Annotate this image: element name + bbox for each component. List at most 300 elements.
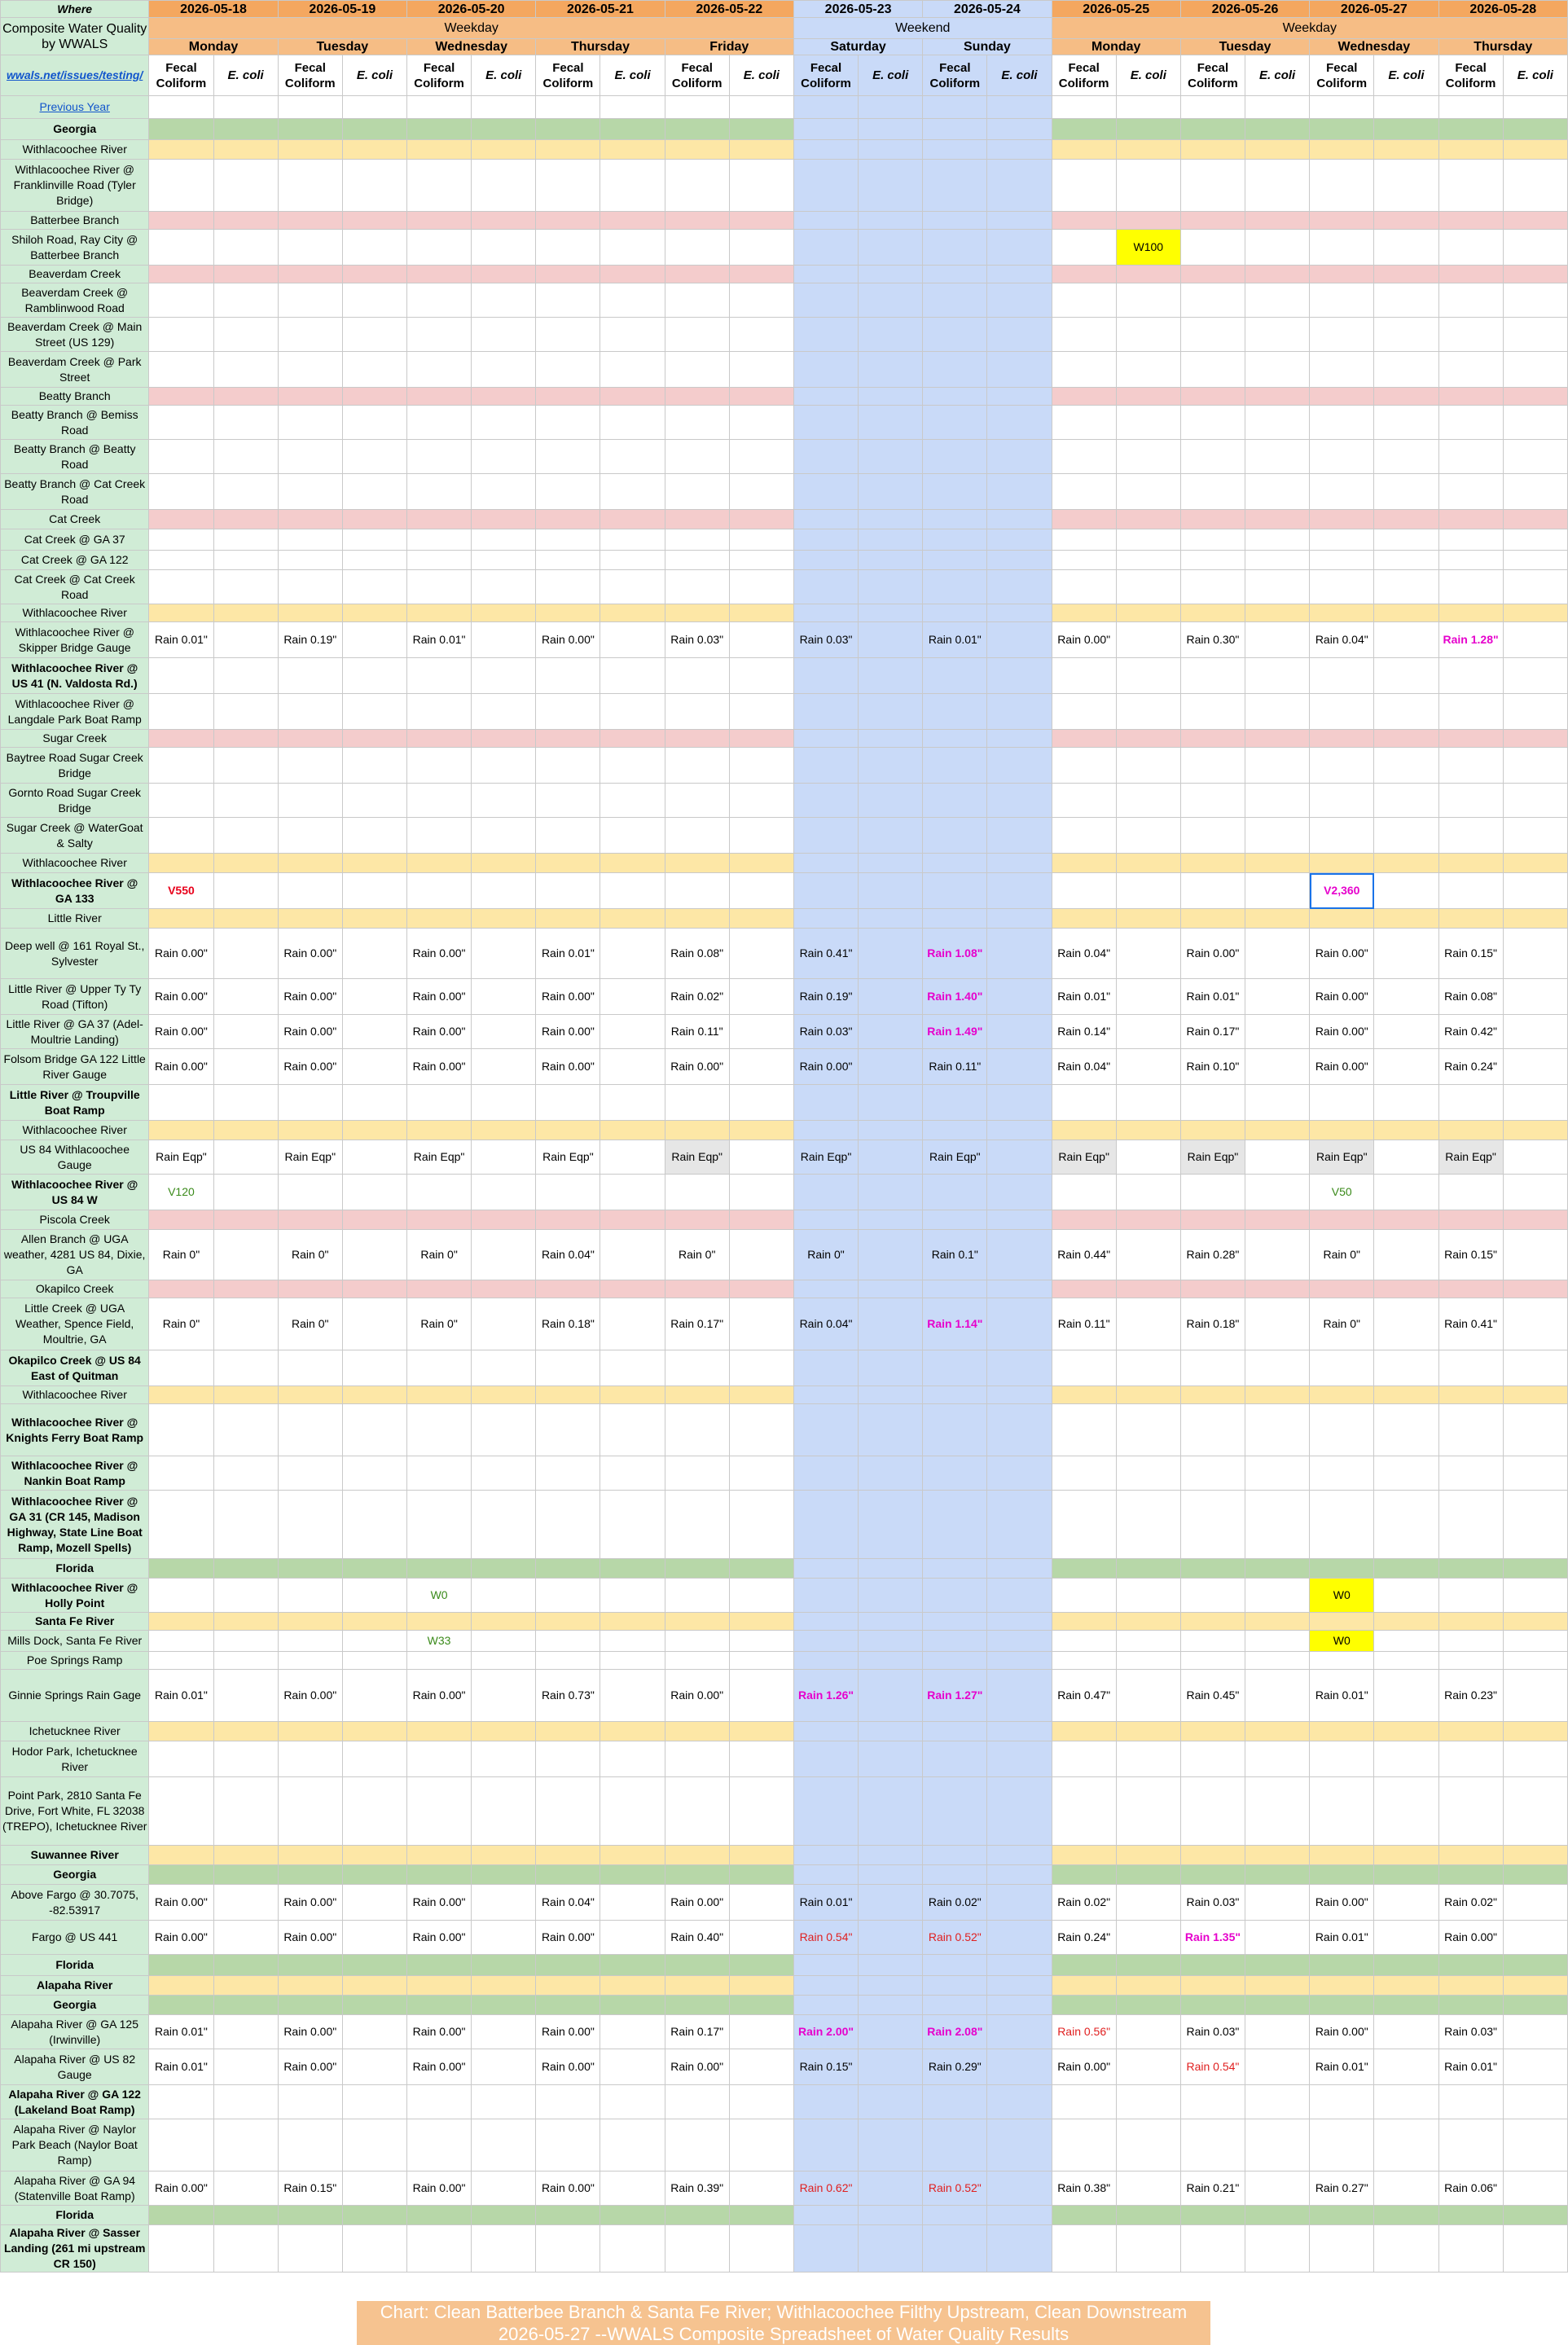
empty-cell[interactable] [987,1777,1052,1846]
empty-cell[interactable] [923,1652,987,1670]
empty-cell[interactable] [1116,1652,1180,1670]
empty-cell[interactable] [729,2206,793,2225]
empty-cell[interactable] [859,283,923,318]
empty-cell[interactable] [536,748,600,784]
result-cell[interactable]: W100 [1116,230,1180,266]
empty-cell[interactable] [665,388,729,406]
section-label[interactable]: Florida [1,1559,149,1579]
empty-cell[interactable] [859,212,923,230]
empty-cell[interactable] [987,1140,1052,1175]
empty-cell[interactable] [665,230,729,266]
empty-cell[interactable] [1503,1996,1567,2015]
empty-cell[interactable] [859,2119,923,2172]
empty-cell[interactable] [278,140,342,160]
empty-cell[interactable] [1374,1386,1438,1404]
rain-cell[interactable]: Rain 0.03" [665,622,729,658]
rain-cell[interactable]: Rain 0.11" [923,1049,987,1085]
result-cell[interactable]: W0 [1310,1631,1374,1652]
rain-cell[interactable]: Rain 0.00" [536,1049,600,1085]
empty-cell[interactable] [1374,658,1438,694]
empty-cell[interactable] [1180,1210,1245,1230]
empty-cell[interactable] [729,212,793,230]
empty-cell[interactable] [407,1491,472,1559]
empty-cell[interactable] [987,622,1052,658]
empty-cell[interactable] [859,694,923,730]
empty-cell[interactable] [793,1741,858,1777]
empty-cell[interactable] [278,318,342,352]
empty-cell[interactable] [472,119,536,140]
empty-cell[interactable] [600,119,665,140]
empty-cell[interactable] [342,658,406,694]
empty-cell[interactable] [1310,1741,1374,1777]
empty-cell[interactable] [1310,2119,1374,2172]
empty-cell[interactable] [1374,1670,1438,1722]
empty-cell[interactable] [407,1085,472,1121]
empty-cell[interactable] [1180,474,1245,510]
empty-cell[interactable] [923,1210,987,1230]
empty-cell[interactable] [665,266,729,283]
empty-cell[interactable] [1180,570,1245,604]
empty-cell[interactable] [1052,1652,1116,1670]
section-label[interactable]: Batterbee Branch [1,212,149,230]
empty-cell[interactable] [729,96,793,119]
empty-cell[interactable] [923,818,987,854]
rain-cell[interactable]: Rain 0.00" [536,979,600,1015]
empty-cell[interactable] [600,1049,665,1085]
empty-cell[interactable] [278,1741,342,1777]
result-cell[interactable]: W33 [407,1631,472,1652]
empty-cell[interactable] [407,909,472,929]
empty-cell[interactable] [859,1015,923,1049]
empty-cell[interactable] [407,230,472,266]
empty-cell[interactable] [1052,1865,1116,1885]
empty-cell[interactable] [278,730,342,748]
site-label[interactable]: Withlacoochee River @ Holly Point [1,1579,149,1613]
empty-cell[interactable] [987,1846,1052,1865]
empty-cell[interactable] [472,1885,536,1921]
site-label[interactable]: Beaverdam Creek @ Main Street (US 129) [1,318,149,352]
empty-cell[interactable] [1503,1280,1567,1298]
rain-cell[interactable]: Rain 0.01" [149,622,213,658]
empty-cell[interactable] [407,1210,472,1230]
rain-cell[interactable]: Rain 0.17" [665,2015,729,2049]
empty-cell[interactable] [1310,2225,1374,2273]
empty-cell[interactable] [342,784,406,818]
empty-cell[interactable] [1116,1175,1180,1210]
empty-cell[interactable] [859,979,923,1015]
empty-cell[interactable] [1503,622,1567,658]
empty-cell[interactable] [793,2206,858,2225]
rain-cell[interactable]: Rain 0.00" [1180,929,1245,979]
empty-cell[interactable] [923,283,987,318]
empty-cell[interactable] [1052,1386,1116,1404]
empty-cell[interactable] [1052,2206,1116,2225]
empty-cell[interactable] [472,388,536,406]
empty-cell[interactable] [1374,1579,1438,1613]
empty-cell[interactable] [149,1846,213,1865]
empty-cell[interactable] [1310,658,1374,694]
section-label[interactable]: Georgia [1,1865,149,1885]
empty-cell[interactable] [1438,1404,1503,1456]
empty-cell[interactable] [793,266,858,283]
empty-cell[interactable] [472,1140,536,1175]
empty-cell[interactable] [1374,909,1438,929]
empty-cell[interactable] [729,283,793,318]
empty-cell[interactable] [536,1559,600,1579]
empty-cell[interactable] [923,352,987,388]
empty-cell[interactable] [987,2085,1052,2119]
empty-cell[interactable] [1245,979,1310,1015]
empty-cell[interactable] [1052,1777,1116,1846]
rain-cell[interactable]: Rain 0.00" [536,2172,600,2206]
empty-cell[interactable] [1503,748,1567,784]
empty-cell[interactable] [472,694,536,730]
site-label[interactable]: Withlacoochee River @ Nankin Boat Ramp [1,1456,149,1491]
empty-cell[interactable] [342,1976,406,1996]
rain-cell[interactable]: Rain 0.15" [1438,929,1503,979]
empty-cell[interactable] [600,1741,665,1777]
empty-cell[interactable] [600,658,665,694]
empty-cell[interactable] [536,1404,600,1456]
empty-cell[interactable] [149,658,213,694]
rain-cell[interactable]: Rain 0.62" [793,2172,858,2206]
empty-cell[interactable] [665,1121,729,1140]
empty-cell[interactable] [1116,694,1180,730]
empty-cell[interactable] [1310,283,1374,318]
rain-cell[interactable]: Rain 0.00" [278,979,342,1015]
empty-cell[interactable] [1116,96,1180,119]
empty-cell[interactable] [536,2206,600,2225]
empty-cell[interactable] [1374,230,1438,266]
empty-cell[interactable] [1180,873,1245,909]
site-label[interactable]: Alapaha River @ Sasser Landing (261 mi upstream CR 150) [1,2225,149,2273]
empty-cell[interactable] [407,212,472,230]
empty-cell[interactable] [1438,96,1503,119]
empty-cell[interactable] [1310,160,1374,212]
site-label[interactable]: Beatty Branch @ Beatty Road [1,440,149,474]
empty-cell[interactable] [1180,140,1245,160]
empty-cell[interactable] [923,2206,987,2225]
empty-cell[interactable] [665,604,729,622]
empty-cell[interactable] [342,1121,406,1140]
empty-cell[interactable] [1052,551,1116,570]
empty-cell[interactable] [600,1777,665,1846]
empty-cell[interactable] [1180,1652,1245,1670]
empty-cell[interactable] [342,1846,406,1865]
empty-cell[interactable] [729,551,793,570]
empty-cell[interactable] [600,1404,665,1456]
rain-cell[interactable]: Rain 0.73" [536,1670,600,1722]
empty-cell[interactable] [600,2119,665,2172]
empty-cell[interactable] [729,1955,793,1976]
empty-cell[interactable] [793,1280,858,1298]
empty-cell[interactable] [1245,1280,1310,1298]
rain-cell[interactable]: Rain 0" [278,1298,342,1350]
rain-cell[interactable]: Rain 1.40" [923,979,987,1015]
empty-cell[interactable] [987,1085,1052,1121]
empty-cell[interactable] [600,529,665,551]
empty-cell[interactable] [1310,1085,1374,1121]
empty-cell[interactable] [1374,1741,1438,1777]
rain-cell[interactable]: Rain 0.00" [149,979,213,1015]
empty-cell[interactable] [278,1456,342,1491]
empty-cell[interactable] [149,1613,213,1631]
empty-cell[interactable] [729,2049,793,2085]
empty-cell[interactable] [1245,318,1310,352]
empty-cell[interactable] [665,784,729,818]
empty-cell[interactable] [1052,909,1116,929]
empty-cell[interactable] [1374,551,1438,570]
empty-cell[interactable] [729,2225,793,2273]
empty-cell[interactable] [1374,212,1438,230]
empty-cell[interactable] [536,2119,600,2172]
empty-cell[interactable] [1310,1404,1374,1456]
empty-cell[interactable] [1245,2015,1310,2049]
empty-cell[interactable] [859,529,923,551]
rain-cell[interactable]: Rain 0.00" [1052,2049,1116,2085]
empty-cell[interactable] [793,658,858,694]
empty-cell[interactable] [1310,1865,1374,1885]
site-label[interactable]: Folsom Bridge GA 122 Little River Gauge [1,1049,149,1085]
empty-cell[interactable] [600,551,665,570]
empty-cell[interactable] [1116,909,1180,929]
empty-cell[interactable] [213,2172,278,2206]
empty-cell[interactable] [729,1491,793,1559]
empty-cell[interactable] [149,440,213,474]
empty-cell[interactable] [472,1559,536,1579]
empty-cell[interactable] [729,730,793,748]
empty-cell[interactable] [149,406,213,440]
empty-cell[interactable] [1116,1722,1180,1741]
empty-cell[interactable] [1245,1121,1310,1140]
empty-cell[interactable] [536,658,600,694]
empty-cell[interactable] [149,266,213,283]
empty-cell[interactable] [1310,388,1374,406]
empty-cell[interactable] [1503,388,1567,406]
empty-cell[interactable] [1116,1559,1180,1579]
empty-cell[interactable] [1180,2206,1245,2225]
empty-cell[interactable] [1438,604,1503,622]
section-label[interactable]: Georgia [1,119,149,140]
empty-cell[interactable] [1503,1976,1567,1996]
empty-cell[interactable] [342,1049,406,1085]
empty-cell[interactable] [665,160,729,212]
rain-cell[interactable]: Rain 1.49" [923,1015,987,1049]
rain-cell[interactable]: Rain 0.00" [665,1885,729,1921]
rain-cell[interactable]: Rain 0.01" [1052,979,1116,1015]
empty-cell[interactable] [987,1613,1052,1631]
empty-cell[interactable] [987,283,1052,318]
empty-cell[interactable] [1245,1777,1310,1846]
empty-cell[interactable] [1503,784,1567,818]
empty-cell[interactable] [407,1280,472,1298]
empty-cell[interactable] [213,2015,278,2049]
empty-cell[interactable] [793,2119,858,2172]
empty-cell[interactable] [859,873,923,909]
empty-cell[interactable] [987,854,1052,873]
rain-cell[interactable]: Rain 0.42" [1438,1015,1503,1049]
rain-cell[interactable]: Rain 0.21" [1180,2172,1245,2206]
empty-cell[interactable] [1180,1386,1245,1404]
empty-cell[interactable] [536,230,600,266]
empty-cell[interactable] [1245,748,1310,784]
testing-link[interactable]: wwals.net/issues/testing/ [7,68,143,81]
empty-cell[interactable] [1116,1049,1180,1085]
empty-cell[interactable] [1374,388,1438,406]
empty-cell[interactable] [1180,1613,1245,1631]
empty-cell[interactable] [1374,784,1438,818]
rain-cell[interactable]: Rain 0.24" [1438,1049,1503,1085]
empty-cell[interactable] [1052,854,1116,873]
empty-cell[interactable] [472,529,536,551]
empty-cell[interactable] [342,440,406,474]
empty-cell[interactable] [278,440,342,474]
empty-cell[interactable] [1052,1955,1116,1976]
section-label[interactable]: Florida [1,2206,149,2225]
empty-cell[interactable] [600,1579,665,1613]
empty-cell[interactable] [472,658,536,694]
empty-cell[interactable] [536,266,600,283]
empty-cell[interactable] [600,212,665,230]
empty-cell[interactable] [1180,2225,1245,2273]
rain-cell[interactable]: Rain 1.27" [923,1670,987,1722]
empty-cell[interactable] [407,283,472,318]
empty-cell[interactable] [149,230,213,266]
empty-cell[interactable] [1438,119,1503,140]
result-cell[interactable]: W0 [1310,1579,1374,1613]
empty-cell[interactable] [1116,1846,1180,1865]
empty-cell[interactable] [600,474,665,510]
empty-cell[interactable] [1052,406,1116,440]
empty-cell[interactable] [1503,1456,1567,1491]
empty-cell[interactable] [1374,570,1438,604]
rain-cell[interactable]: Rain 0.00" [407,1049,472,1085]
empty-cell[interactable] [1310,1386,1374,1404]
empty-cell[interactable] [472,2225,536,2273]
empty-cell[interactable] [987,1996,1052,2015]
empty-cell[interactable] [407,2085,472,2119]
empty-cell[interactable] [1245,440,1310,474]
empty-cell[interactable] [1180,388,1245,406]
empty-cell[interactable] [793,1976,858,1996]
empty-cell[interactable] [1116,854,1180,873]
empty-cell[interactable] [342,604,406,622]
section-label[interactable]: Withlacoochee River [1,854,149,873]
empty-cell[interactable] [1374,1976,1438,1996]
empty-cell[interactable] [472,1456,536,1491]
empty-cell[interactable] [1503,1846,1567,1865]
empty-cell[interactable] [729,1865,793,1885]
rain-cell[interactable]: Rain 0.00" [665,1049,729,1085]
rain-cell[interactable]: Rain 2.00" [793,2015,858,2049]
empty-cell[interactable] [729,1559,793,1579]
empty-cell[interactable] [342,1085,406,1121]
empty-cell[interactable] [1052,212,1116,230]
rain-cell[interactable]: Rain Eqp" [149,1140,213,1175]
empty-cell[interactable] [793,406,858,440]
empty-cell[interactable] [793,283,858,318]
rain-cell[interactable]: Rain Eqp" [278,1140,342,1175]
empty-cell[interactable] [859,1885,923,1921]
empty-cell[interactable] [600,2015,665,2049]
empty-cell[interactable] [859,1350,923,1386]
empty-cell[interactable] [213,873,278,909]
rain-cell[interactable]: Rain 0" [665,1230,729,1280]
empty-cell[interactable] [342,1579,406,1613]
empty-cell[interactable] [729,510,793,529]
empty-cell[interactable] [472,212,536,230]
empty-cell[interactable] [1245,1491,1310,1559]
empty-cell[interactable] [987,570,1052,604]
empty-cell[interactable] [1503,1670,1567,1722]
empty-cell[interactable] [1438,283,1503,318]
empty-cell[interactable] [1503,2172,1567,2206]
empty-cell[interactable] [1052,1846,1116,1865]
empty-cell[interactable] [407,873,472,909]
empty-cell[interactable] [729,1230,793,1280]
site-label[interactable]: Beaverdam Creek @ Park Street [1,352,149,388]
site-label[interactable]: Fargo @ US 441 [1,1921,149,1955]
empty-cell[interactable] [1245,1386,1310,1404]
empty-cell[interactable] [213,1175,278,1210]
empty-cell[interactable] [1503,529,1567,551]
empty-cell[interactable] [1180,730,1245,748]
empty-cell[interactable] [1245,1631,1310,1652]
empty-cell[interactable] [1052,784,1116,818]
empty-cell[interactable] [1180,119,1245,140]
rain-cell[interactable]: Rain 0.02" [1438,1885,1503,1921]
empty-cell[interactable] [1245,1955,1310,1976]
empty-cell[interactable] [407,140,472,160]
empty-cell[interactable] [665,2206,729,2225]
empty-cell[interactable] [278,1865,342,1885]
empty-cell[interactable] [1438,1121,1503,1140]
empty-cell[interactable] [665,818,729,854]
empty-cell[interactable] [1310,96,1374,119]
empty-cell[interactable] [1180,406,1245,440]
empty-cell[interactable] [1374,1652,1438,1670]
empty-cell[interactable] [1438,230,1503,266]
site-label[interactable]: Sugar Creek @ WaterGoat & Salty [1,818,149,854]
empty-cell[interactable] [793,140,858,160]
rain-cell[interactable]: Rain 0.14" [1052,1015,1116,1049]
empty-cell[interactable] [149,1996,213,2015]
empty-cell[interactable] [665,1350,729,1386]
empty-cell[interactable] [1374,1777,1438,1846]
empty-cell[interactable] [793,694,858,730]
empty-cell[interactable] [987,1386,1052,1404]
empty-cell[interactable] [923,2085,987,2119]
rain-cell[interactable]: Rain 0.00" [536,2015,600,2049]
empty-cell[interactable] [149,909,213,929]
empty-cell[interactable] [1374,1015,1438,1049]
empty-cell[interactable] [407,388,472,406]
empty-cell[interactable] [1180,694,1245,730]
rain-cell[interactable]: Rain 0.04" [1052,929,1116,979]
empty-cell[interactable] [600,784,665,818]
rain-cell[interactable]: Rain Eqp" [1438,1140,1503,1175]
empty-cell[interactable] [859,1121,923,1140]
empty-cell[interactable] [665,748,729,784]
empty-cell[interactable] [987,604,1052,622]
empty-cell[interactable] [1180,604,1245,622]
empty-cell[interactable] [729,784,793,818]
empty-cell[interactable] [1245,160,1310,212]
empty-cell[interactable] [1245,1652,1310,1670]
empty-cell[interactable] [1438,212,1503,230]
empty-cell[interactable] [149,1350,213,1386]
rain-cell[interactable]: Rain 0.00" [1052,622,1116,658]
